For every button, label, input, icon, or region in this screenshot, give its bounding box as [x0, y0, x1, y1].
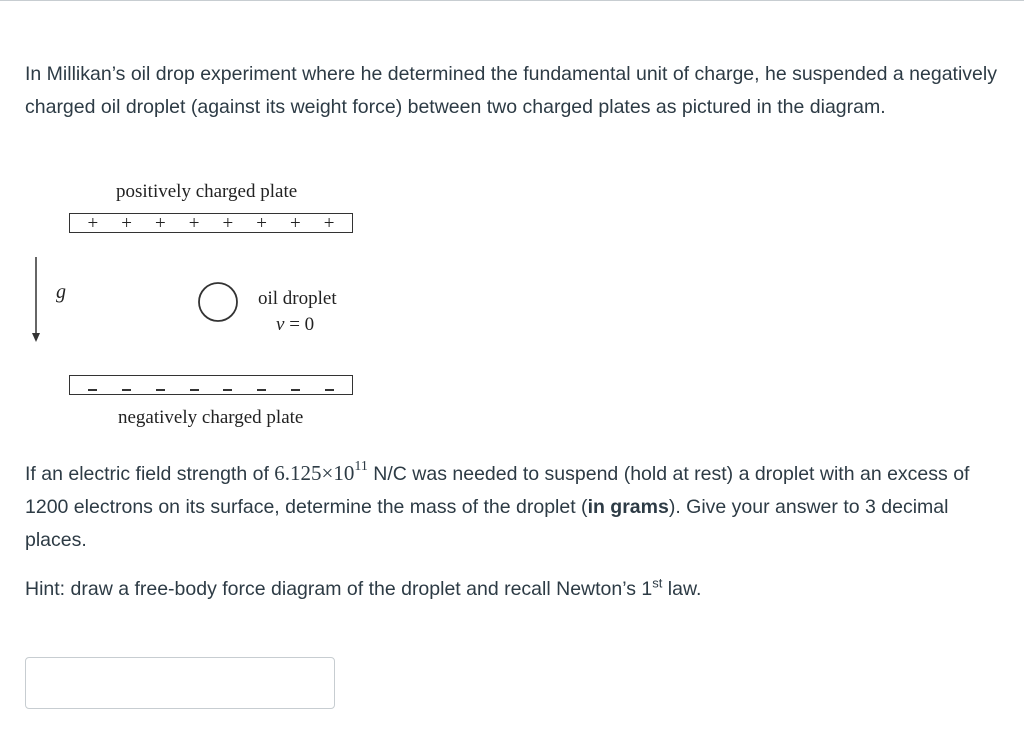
negative-charge	[156, 376, 165, 395]
droplet-label: oil droplet	[258, 288, 337, 309]
minus-sign-mark	[88, 389, 97, 391]
answer-input[interactable]	[25, 657, 335, 709]
question-bold-units: in grams	[587, 496, 669, 518]
negative-charge	[257, 376, 266, 395]
velocity-label	[276, 314, 314, 336]
millikan-diagram	[0, 170, 400, 440]
negative-charge	[223, 376, 232, 395]
velocity-value: = 0	[284, 314, 315, 335]
oil-droplet-circle	[199, 283, 237, 321]
top-divider	[0, 0, 1024, 1]
minus-sign-mark	[291, 389, 300, 391]
positive-charge: +	[256, 212, 267, 234]
negative-charge	[122, 376, 131, 395]
positive-plate	[69, 213, 353, 233]
field-mantissa: 6.125×10	[274, 461, 355, 485]
negative-charge	[88, 376, 97, 395]
question-paragraph	[25, 457, 1005, 557]
question-text-middle: N/C was needed to suspend (hold at rest) a droplet with an excess of 1200 electrons on its surface, determine the mass of the droplet (	[25, 463, 970, 518]
hint-superscript: st	[652, 575, 663, 591]
diagram-graphics	[0, 170, 400, 440]
negative-charge	[325, 376, 334, 395]
hint-text-start: Hint: draw a free-body force diagram of the droplet and recall Newton’s 1	[25, 578, 653, 600]
negative-plate	[69, 375, 353, 395]
gravity-arrow-head	[32, 333, 40, 342]
positive-charge: +	[155, 212, 166, 234]
positive-charge: +	[188, 212, 200, 234]
positive-charge: +	[323, 212, 335, 234]
minus-sign-mark	[325, 389, 334, 391]
intro-paragraph: In Millikan’s oil drop experiment where he determined the fundamental unit of charge, he suspended a negatively charged oil droplet (against its weight force) between two charged plates as pictured in the diagram.	[25, 63, 997, 118]
minus-sign-mark	[190, 389, 199, 391]
hint-text-end: law.	[662, 578, 702, 600]
field-exponent: 11	[354, 459, 368, 474]
question-text-end: ). Give your answer to 3 decimal places.	[25, 496, 949, 551]
minus-sign-mark	[223, 389, 232, 391]
question-text-start: If an electric field strength of	[25, 463, 275, 485]
negative-charge	[190, 376, 199, 395]
gravity-label: g	[56, 281, 66, 303]
minus-sign-mark	[122, 389, 131, 391]
minus-sign-mark	[257, 389, 266, 391]
hint-paragraph	[25, 573, 1005, 606]
negative-charge	[291, 376, 300, 395]
positive-plate-label: positively charged plate	[116, 181, 298, 202]
positive-charge: +	[222, 212, 234, 234]
negative-plate-label: negatively charged plate	[118, 407, 304, 428]
minus-sign-mark	[156, 389, 165, 391]
positive-charge: +	[290, 212, 301, 234]
velocity-variable: v	[276, 314, 285, 335]
field-strength-value	[274, 461, 368, 485]
positive-charge: +	[87, 212, 99, 234]
positive-charge: +	[121, 212, 132, 234]
